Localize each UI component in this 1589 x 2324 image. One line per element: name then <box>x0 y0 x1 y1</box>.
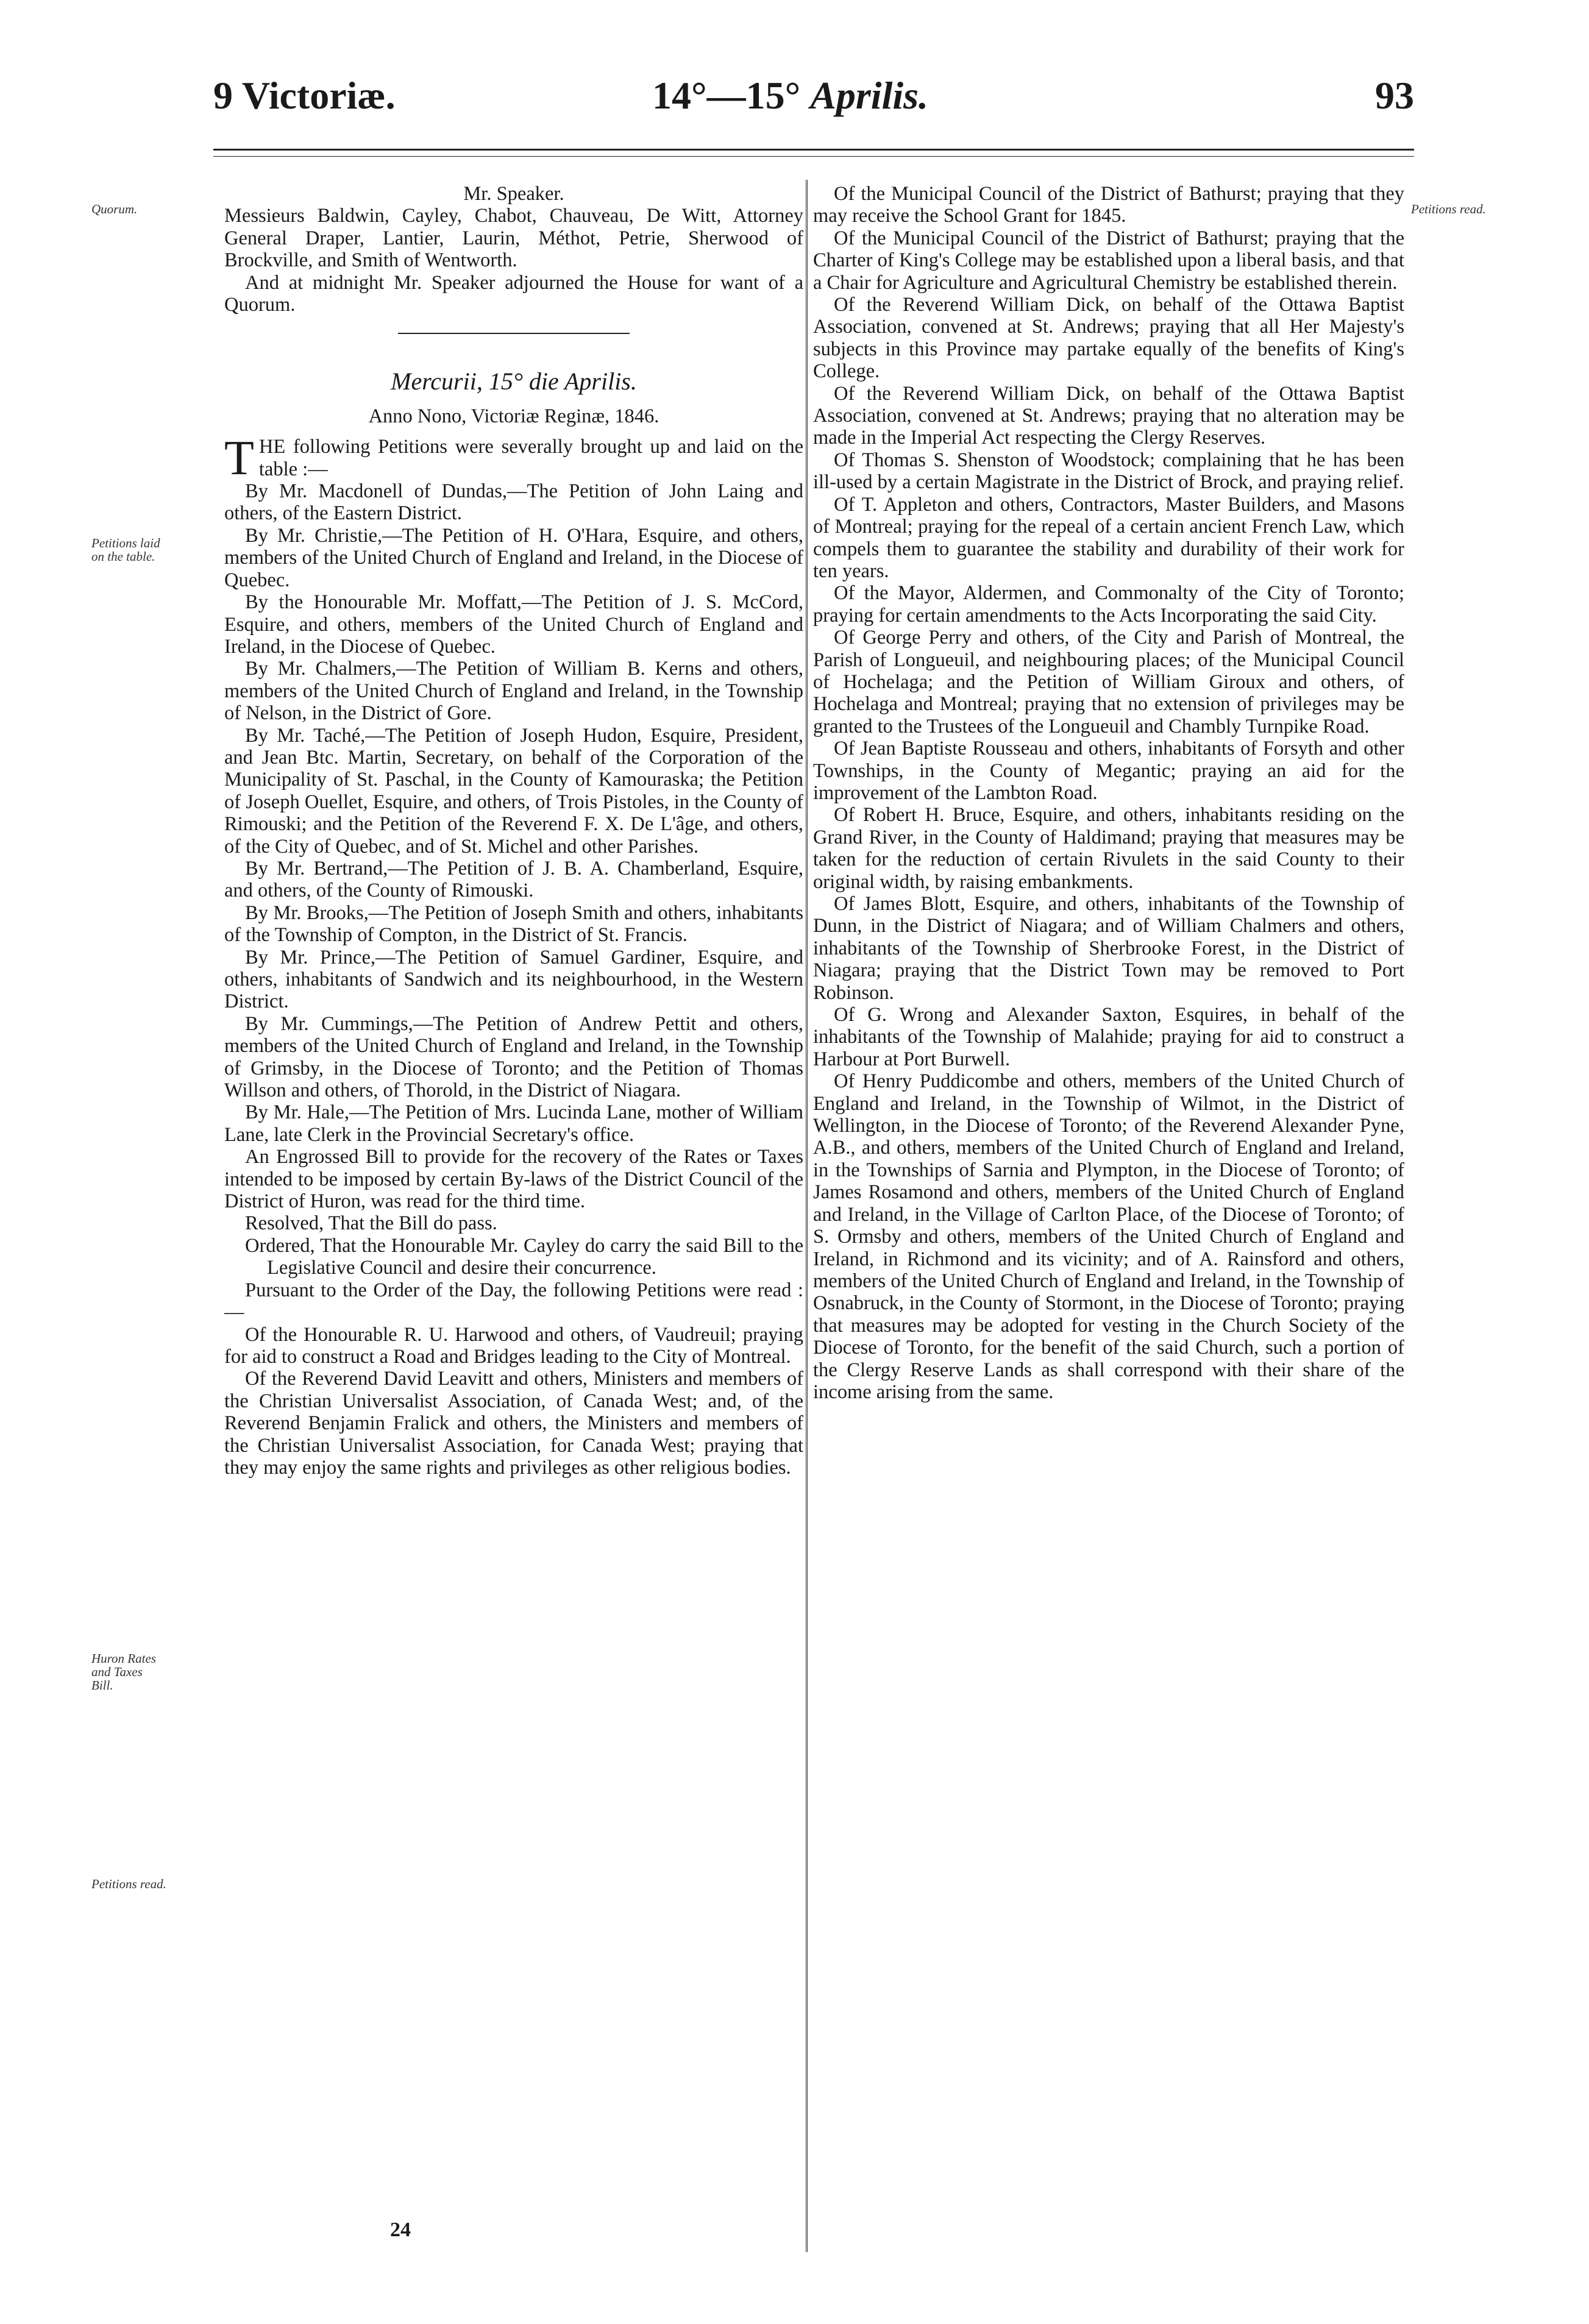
left-column-paragraph: By Mr. Bertrand,—The Petition of J. B. A. Chamberland, Esquire, and others, of the County of Rimouski. <box>224 857 803 902</box>
right-column-paragraph: Of Robert H. Bruce, Esquire, and others, inhabitants residing on the Grand River, in the County of Haldimand; praying that measures may be taken for the reduction of certain Rivulets in the said County to their original width, by raising embankments. <box>813 804 1404 893</box>
margin-note-huron-bill: Huron Rates and Taxes Bill. <box>91 1651 156 1693</box>
left-column-paragraph: By Mr. Christie,—The Petition of H. O'Hara, Esquire, and others, members of the United Church of England and Ireland, in the Diocese of Quebec. <box>224 524 803 591</box>
header-date <box>652 73 928 118</box>
left-column-paragraph: By Mr. Macdonell of Dundas,—The Petition of John Laing and others, of the Eastern District. <box>224 480 803 525</box>
left-column-paragraph: Of the Honourable R. U. Harwood and others, of Vaudreuil; praying for aid to construct a Road and Bridges leading to the City of Montreal. <box>224 1323 803 1368</box>
right-column <box>813 183 1404 1403</box>
left-column-paragraph: By Mr. Brooks,—The Petition of Joseph Smith and others, inhabitants of the Township of Compton, in the District of St. Francis. <box>224 901 803 947</box>
column-divider <box>806 180 809 2252</box>
right-column-paragraph: Of the Reverend William Dick, on behalf of the Ottawa Baptist Association, convened at St. Andrews; praying that all Her Majesty's subjects in this Province may partake equally of the benefits of King's College. <box>813 294 1404 383</box>
right-column-paragraph: Of the Municipal Council of the District of Bathurst; praying that the Charter of King's College may be established upon a liberal basis, and that a Chair for Agriculture and Agricultural Chemistry be established therein. <box>813 227 1404 294</box>
margin-note-petitions-read-right: Petitions read. <box>1411 202 1486 216</box>
left-column-paragraph: Messieurs Baldwin, Cayley, Chabot, Chauveau, De Witt, Attorney General Draper, Lantier, Laurin, Méthot, Petrie, Sherwood of Brockville, and Smith of Wentworth. <box>224 205 803 272</box>
left-column-paragraph: By the Honourable Mr. Moffatt,—The Petition of J. S. McCord, Esquire, and others, members of the United Church of England and Ireland, in the Diocese of Quebec. <box>224 591 803 658</box>
drop-cap: T <box>224 432 254 486</box>
right-column-paragraph: Of Thomas S. Shenston of Woodstock; complaining that he has been ill-used by a certain Magistrate in the District of Brock, and praying relief. <box>813 449 1404 494</box>
right-column-paragraph: Of T. Appleton and others, Contractors, Master Builders, and Masons of Montreal; praying for the repeal of a certain ancient French Law, which compels them to guarantee the stability and durability of their work for ten years. <box>813 493 1404 582</box>
left-column-paragraph: By Mr. Cummings,—The Petition of Andrew Pettit and others, members of the United Church of England and Ireland, in the Township of Grimsby, in the Diocese of Toronto; and the Petition of Thomas Willson and others, of Thorold, in the District of Niagara. <box>224 1012 803 1102</box>
left-column-paragraph: Resolved, That the Bill do pass. <box>245 1212 497 1235</box>
left-column-paragraph: Of the Reverend David Leavitt and others, Ministers and members of the Christian Universalist Association, of Canada West; and, of the Reverend Benjamin Fralick and others, the Ministers and members of the Christian Universalist Association, for Canada West; praying that they may enjoy the same rights and privileges as other religious bodies. <box>224 1368 803 1479</box>
right-column-paragraph: Of the Municipal Council of the District of Bathurst; praying that they may receive the School Grant for 1845. <box>813 183 1404 227</box>
regnal-year: 9 Victoriæ. <box>213 74 396 117</box>
margin-note-petitions-laid: Petitions laid on the table. <box>91 536 160 564</box>
right-column-paragraph: Of Jean Baptiste Rousseau and others, inhabitants of Forsyth and other Townships, in the County of Megantic; praying an aid for the improvement of the Lambton Road. <box>813 737 1404 804</box>
left-column-paragraph: Anno Nono, Victoriæ Reginæ, 1846. <box>368 405 659 427</box>
page-number: 93 <box>1375 74 1414 117</box>
left-column-paragraph: By Mr. Chalmers,—The Petition of William B. Kerns and others, members of the United Church of England and Ireland, in the Township of Nelson, in the District of Gore. <box>224 658 803 725</box>
right-column-paragraph: Of the Mayor, Aldermen, and Commonalty of the City of Toronto; praying for certain amendments to the Acts Incorporating the said City. <box>813 582 1404 627</box>
left-column-paragraph: Mercurii, 15° die Aprilis. <box>391 368 637 396</box>
left-column-paragraph: Pursuant to the Order of the Day, the following Petitions were read :— <box>224 1279 803 1324</box>
signature-mark: 24 <box>390 2219 411 2241</box>
header-date-days: 14°—15° <box>652 74 801 117</box>
section-separator <box>398 333 630 334</box>
left-column-paragraph: And at midnight Mr. Speaker adjourned the House for want of a Quorum. <box>224 271 803 316</box>
header-date-month: Aprilis. <box>810 74 929 117</box>
margin-note-quorum: Quorum. <box>91 202 138 216</box>
left-column-paragraph: By Mr. Prince,—The Petition of Samuel Gardiner, Esquire, and others, inhabitants of Sandwich and its neighbourhood, in the Western District. <box>224 946 803 1013</box>
right-column-paragraph: Of G. Wrong and Alexander Saxton, Esquires, in behalf of the inhabitants of the Township of Malahide; praying for aid to construct a Harbour at Port Burwell. <box>813 1004 1404 1070</box>
running-header <box>213 73 1414 128</box>
right-column-paragraph: Of James Blott, Esquire, and others, inhabitants of the Township of Dunn, in the District of Niagara; and of William Chalmers and others, inhabitants of the Township of Sherbrooke Forest, in the District of Niagara; praying that the District Town may be removed to Port Robinson. <box>813 893 1404 1004</box>
left-column-paragraph <box>224 432 803 486</box>
right-column-paragraph: Of Henry Puddicombe and others, members of the United Church of England and Ireland, in the Township of Wilmot, in the District of Wellington, in the Diocese of Toronto; of the Reverend Alexander Pyne, A.B., and others, members of the United Church of England and Ireland, in the Townships of Sarnia and Plympton, in the Diocese of Toronto; of James Rosamond and others, members of the United Church of England and Ireland, in the Village of Carlton Place, of the Diocese of Toronto; of S. Ormsby and others, members of the United Church of England and Ireland, in Richmond and its vicinity; and of A. Rainsford and others, members of the United Church of England and Ireland, in the Township of Osnabruck, in the County of Stormont, in the Diocese of Toronto; praying that measures may be adopted for vesting in the Church Society of the Diocese of Toronto, for the benefit of the said Church, such a portion of the Clergy Reserve Lands as shall correspond with their share of the income arising from the same. <box>813 1070 1404 1403</box>
left-column <box>224 183 803 1479</box>
left-column-paragraph: Ordered, That the Honourable Mr. Cayley do carry the said Bill to the Legislative Council and desire their concurrence. <box>245 1234 803 1279</box>
right-column-paragraph: Of George Perry and others, of the City and Parish of Montreal, the Parish of Longueuil, and neighbouring places; of the Municipal Council of Hochelaga; and the Petition of William Giroux and others, of Hochelaga and Montreal; praying that no extension of privileges may be granted to the Trustees of the Longueuil and Chambly Turnpike Road. <box>813 627 1404 737</box>
left-column-paragraph: Mr. Speaker. <box>463 183 564 205</box>
left-column-paragraph: An Engrossed Bill to provide for the recovery of the Rates or Taxes intended to be imposed by certain By-laws of the District Council of the District of Huron, was read for the third time. <box>224 1146 803 1213</box>
left-column-paragraph: By Mr. Hale,—The Petition of Mrs. Lucinda Lane, mother of William Lane, late Clerk in the Provincial Secretary's office. <box>224 1101 803 1146</box>
right-column-paragraph: Of the Reverend William Dick, on behalf of the Ottawa Baptist Association, convened at St. Andrews; praying that no alteration may be made in the Imperial Act respecting the Clergy Reserves. <box>813 382 1404 449</box>
header-rule-thick <box>213 149 1414 151</box>
header-rule-thin <box>213 156 1414 157</box>
margin-note-petitions-read: Petitions read. <box>91 1877 166 1891</box>
left-column-paragraph: By Mr. Taché,—The Petition of Joseph Hudon, Esquire, President, and Jean Btc. Martin, Secretary, on behalf of the Corporation of the Municipality of St. Paschal, in the County of Kamouraska; the Petition of Joseph Ouellet, Esquire, and others, of Trois Pistoles, in the County of Rimouski; and the Petition of the Reverend F. X. De L'âge, and others, of the City of Quebec, and of St. Michel and other Parishes. <box>224 724 803 858</box>
drop-cap-rest: HE following Petitions were severally brought up and laid on the table :— <box>258 436 803 480</box>
